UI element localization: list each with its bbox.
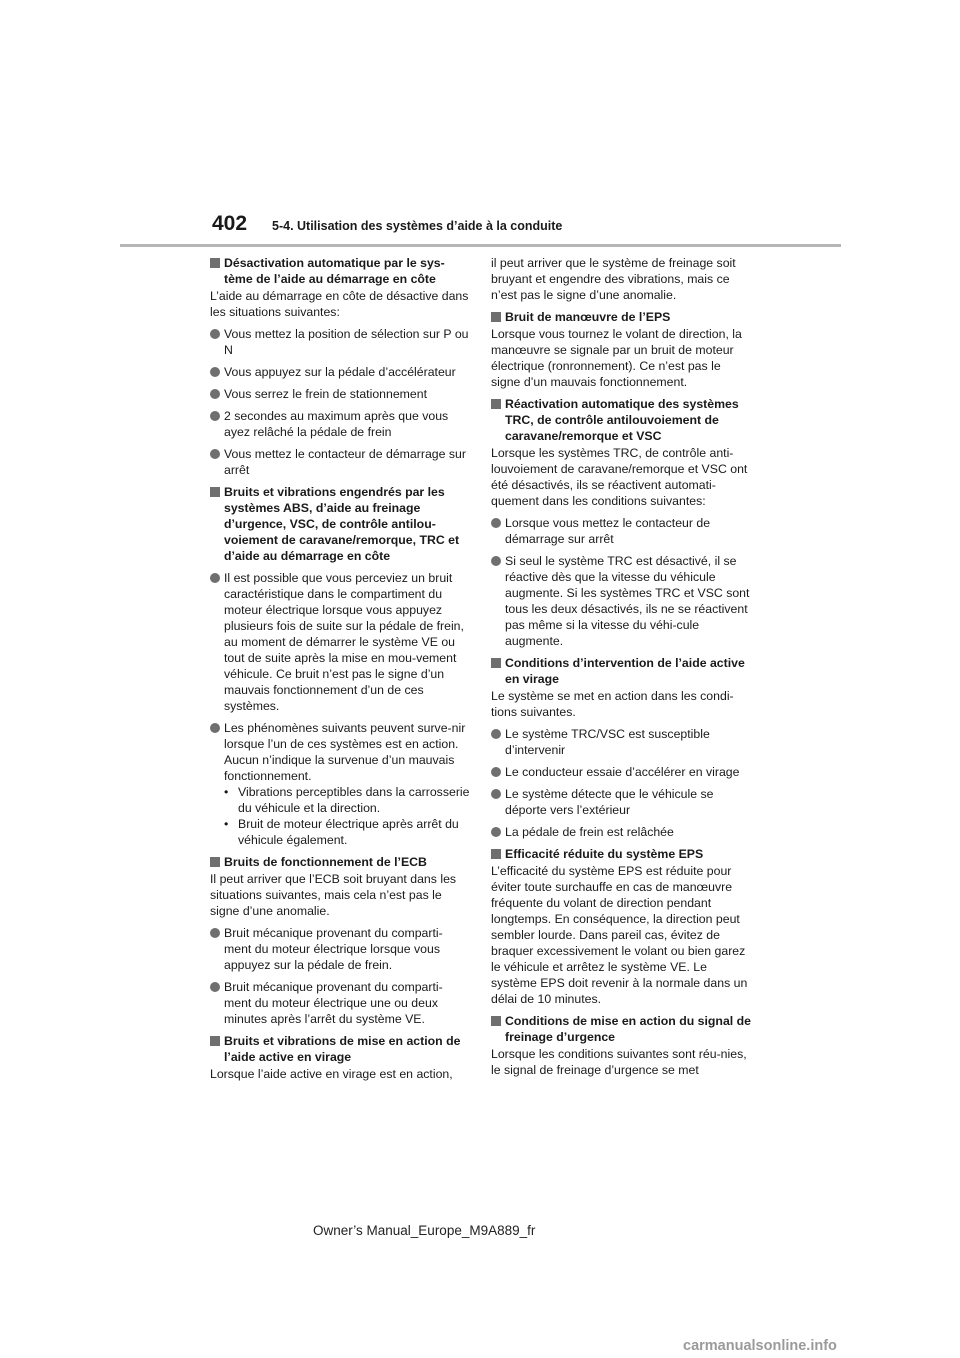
section-heading: Efficacité réduite du système EPS — [491, 846, 751, 862]
section-active-cornering-noises — [210, 1033, 470, 1082]
section-auto-reactivation — [491, 396, 751, 649]
section-heading: Conditions de mise en action du signal de freinage d’urgence — [491, 1013, 751, 1045]
sub-list-item: • Vibrations perceptibles dans la carrosserie du véhicule et la direction. — [224, 785, 470, 815]
sub-list-item: • Bruit de moteur électrique après arrêt du véhicule également. — [224, 817, 459, 847]
section-abs-noises — [210, 484, 470, 848]
list-item: Si seul le système TRC est désactivé, il se réactive dès que la vitesse du véhicule augmente. Si les systèmes TRC et VSC sont tous les deux désactivés, ils ne se réactivent pas même si la vitesse du véhi-cule augmente. — [491, 553, 751, 649]
dash-bullet-icon: • — [224, 817, 229, 831]
section-ecb-noises — [210, 854, 470, 1027]
paragraph: Lorsque vous tournez le volant de direction, la manœuvre se signale par un bruit de moteur électrique (ronronnement). Ce n’est pas le signe d’un mauvais fonctionnement. — [491, 327, 742, 389]
list-item: Le système TRC/VSC est susceptible d’intervenir — [491, 726, 751, 758]
square-bullet-icon — [210, 487, 220, 497]
section-hill-start-deactivation — [210, 255, 470, 478]
list-item: Vous mettez le contacteur de démarrage sur arrêt — [210, 446, 470, 478]
list-item: 2 secondes au maximum après que vous ayez relâché la pédale de frein — [210, 408, 470, 440]
page-number: 402 — [212, 212, 248, 235]
round-bullet-icon — [210, 982, 220, 992]
list-item: Le conducteur essaie d’accélérer en virage — [491, 764, 751, 780]
round-bullet-icon — [210, 367, 220, 377]
square-bullet-icon — [491, 658, 501, 668]
section-heading: Bruits de fonctionnement de l’ECB — [210, 854, 470, 870]
square-bullet-icon — [491, 312, 501, 322]
section-active-cornering-conditions — [491, 655, 751, 840]
section-heading: Réactivation automatique des systèmes TRC, de contrôle antilouvoiement de caravane/remorque et VSC — [491, 396, 751, 444]
round-bullet-icon — [491, 518, 501, 528]
watermark-link[interactable]: carmanualsonline.info — [683, 1338, 837, 1354]
section-heading: Bruits et vibrations de mise en action de l’aide active en virage — [210, 1033, 470, 1065]
section-heading: Bruits et vibrations engendrés par les systèmes ABS, d’aide au freinage d’urgence, VSC, de contrôle antilou-voiement de caravane/remorque, TRC et d’aide au démarrage en côte — [210, 484, 470, 564]
paragraph-continuation: il peut arriver que le système de freinage soit bruyant et engendre des vibrations, mais ce n’est pas le signe d’une anomalie. — [491, 256, 736, 302]
round-bullet-icon — [491, 729, 501, 739]
dash-bullet-icon: • — [224, 785, 229, 799]
round-bullet-icon — [210, 411, 220, 421]
paragraph: L’aide au démarrage en côte de désactive dans les situations suivantes: — [210, 289, 469, 319]
list-item: Les phénomènes suivants peuvent surve-nir lorsque l’un de ces systèmes est en action. Aucun n’indique la survenue d’un mauvais fonctionnement. • Vibrations perceptibles dans la carrosserie du véhicule et la direction. • Bruit de moteur électrique après arrêt du véhicule également. — [210, 720, 470, 848]
paragraph: Il peut arriver que l’ECB soit bruyant dans les situations suivantes, mais cela n’est pas le signe d’une anomalie. — [210, 872, 457, 918]
list-item: Vous serrez le frein de stationnement — [210, 386, 470, 402]
paragraph: Lorsque les systèmes TRC, de contrôle anti-louvoiement de caravane/remorque et VSC ont été désactivés, ils se réactivent automati-quement dans les conditions suivantes: — [491, 446, 748, 508]
round-bullet-icon — [491, 827, 501, 837]
round-bullet-icon — [491, 789, 501, 799]
square-bullet-icon — [210, 1036, 220, 1046]
round-bullet-icon — [491, 556, 501, 566]
square-bullet-icon — [491, 1016, 501, 1026]
paragraph: L’efficacité du système EPS est réduite pour éviter toute surchauffe en cas de manœuvre fréquente du volant de direction pendant longtemps. En conséquence, la direction peut sembler lourde. Dans pareil cas, évitez de braquer excessivement le volant ou bien garez le véhicule et arrêtez le système VE. Le système EPS doit revenir à la normale dans un délai de 10 minutes. — [491, 864, 748, 1006]
round-bullet-icon — [210, 389, 220, 399]
list-item: Lorsque vous mettez le contacteur de démarrage sur arrêt — [491, 515, 751, 547]
list-item: Le système détecte que le véhicule se déporte vers l’extérieur — [491, 786, 751, 818]
section-eps-noise — [491, 309, 751, 390]
square-bullet-icon — [491, 849, 501, 859]
list-item: Bruit mécanique provenant du comparti-ment du moteur électrique lorsque vous appuyez sur la pédale de frein. — [210, 925, 470, 973]
section-heading: Bruit de manœuvre de l’EPS — [491, 309, 751, 325]
left-column — [210, 255, 470, 1082]
section-heading: Désactivation automatique par le sys-tème de l’aide au démarrage en côte — [210, 255, 470, 287]
round-bullet-icon — [210, 928, 220, 938]
list-item: Il est possible que vous perceviez un bruit caractéristique dans le compartiment du moteur électrique lorsque vous appuyez plusieurs fois de suite sur la pédale de frein, au moment de démarrer le système VE ou tout de suite après la mise en mou-vement véhicule. Ce bruit n’est pas le signe d’un mauvais fonctionnement d’un de ces systèmes. — [210, 570, 470, 714]
round-bullet-icon — [491, 767, 501, 777]
section-heading: Conditions d’intervention de l’aide active en virage — [491, 655, 751, 687]
section-eps-reduced — [491, 846, 751, 1007]
round-bullet-icon — [210, 573, 220, 583]
square-bullet-icon — [491, 399, 501, 409]
right-column — [491, 255, 751, 1078]
list-item: La pédale de frein est relâchée — [491, 824, 751, 840]
square-bullet-icon — [210, 857, 220, 867]
section-emergency-brake-signal — [491, 1013, 751, 1078]
paragraph: Le système se met en action dans les condi-tions suivantes. — [491, 689, 734, 719]
manual-footer: Owner’s Manual_Europe_M9A889_fr — [313, 1223, 536, 1238]
round-bullet-icon — [210, 449, 220, 459]
header-rule — [120, 244, 841, 247]
list-item: Vous mettez la position de sélection sur P ou N — [210, 326, 470, 358]
chapter-title: 5-4. Utilisation des systèmes d’aide à la conduite — [272, 219, 563, 233]
square-bullet-icon — [210, 258, 220, 268]
paragraph: Lorsque les conditions suivantes sont réu-nies, le signal de freinage d’urgence se met — [491, 1047, 747, 1077]
paragraph: Lorsque l’aide active en virage est en action, — [210, 1067, 453, 1081]
round-bullet-icon — [210, 329, 220, 339]
list-item: Vous appuyez sur la pédale d’accélérateur — [210, 364, 470, 380]
list-item: Bruit mécanique provenant du comparti-ment du moteur électrique une ou deux minutes après l’arrêt du système VE. — [210, 979, 470, 1027]
round-bullet-icon — [210, 723, 220, 733]
